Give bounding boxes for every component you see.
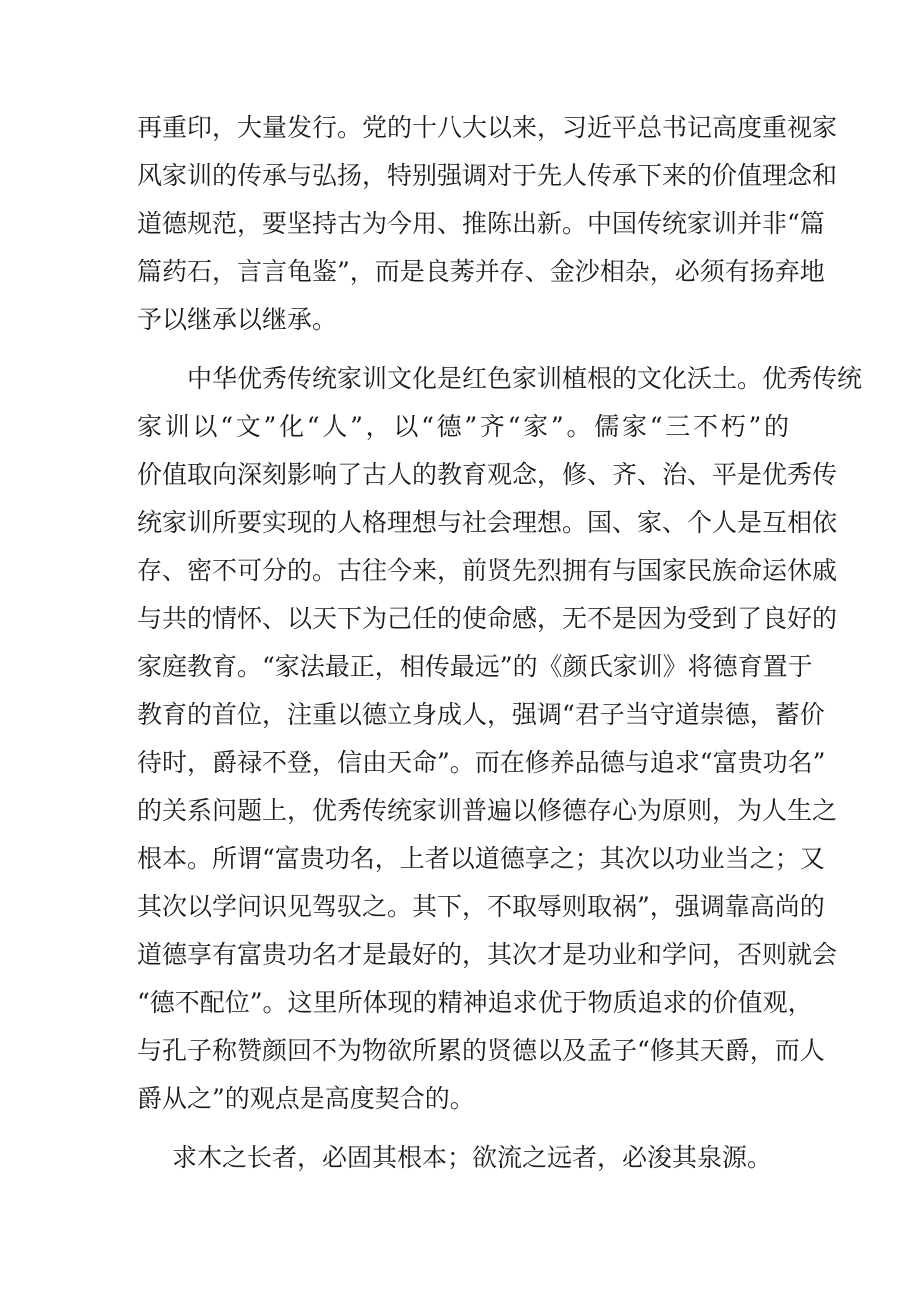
text-line: 的关系问题上，优秀传统家训普遍以修德存心为原则，为人生之 (137, 796, 838, 825)
paragraph-1 (137, 104, 838, 344)
text-line: 风家训的传承与弘扬，特别强调对于先人传承下来的价值理念和 (137, 161, 838, 190)
text-line: 其次以学问识见驾驭之。其下，不取辱则取祸”，强调靠高尚的 (137, 892, 825, 921)
text-line: 求木之长者，必固其根本；欲流之远者，必浚其泉源。 (172, 1143, 773, 1172)
text-line: 存、密不可分的。古往今来，前贤先烈拥有与国家民族命运休戚 (137, 556, 838, 585)
text-line: 道德享有富贵功名才是最好的，其次才是功业和学问，否则就会 (137, 940, 838, 969)
text-line: 家庭教育。“家法最正，相传最远”的《颜氏家训》将德育置于 (137, 652, 813, 681)
document-body (137, 104, 863, 1182)
paragraph-2 (137, 355, 863, 1123)
text-line: 统家训所要实现的人格理想与社会理想。国、家、个人是互相依 (137, 508, 838, 537)
text-line: 与共的情怀、以天下为己任的使命感，无不是因为受到了良好的 (137, 604, 838, 633)
text-line: 中华优秀传统家训文化是红色家训植根的文化沃土。优秀传统 (187, 364, 863, 393)
text-line: 待时，爵禄不登，信由天命”。而在修养品德与追求“富贵功名” (137, 748, 826, 777)
text-line: 教育的首位，注重以德立身成人，强调“君子当守道崇德，蓄价 (137, 700, 825, 729)
text-line: 再重印，大量发行。党的十八大以来，习近平总书记高度重视家 (137, 113, 838, 142)
text-line: 爵从之”的观点是高度契合的。 (137, 1084, 475, 1113)
text-line: 篇药石，言言龟鉴”，而是良莠并存、金沙相杂，必须有扬弃地 (137, 257, 825, 286)
text-line: 价值取向深刻影响了古人的教育观念，修、齐、治、平是优秀传 (137, 460, 838, 489)
text-line: 家训以“文”化“人”，以“德”齐“家”。儒家“三不朽”的 (137, 412, 789, 441)
text-line: 根本。所谓“富贵功名，上者以道德享之；其次以功业当之；又 (137, 844, 825, 873)
text-line: 予以继承以继承。 (137, 305, 338, 334)
text-line: 与孔子称赞颜回不为物欲所累的贤德以及孟子“修其天爵，而人 (137, 1036, 825, 1065)
text-line: “德不配位”。这里所体现的精神追求优于物质追求的价值观， (137, 988, 813, 1017)
text-line: 道德规范，要坚持古为今用、推陈出新。中国传统家训并非“篇 (137, 209, 825, 238)
paragraph-3 (137, 1134, 789, 1182)
